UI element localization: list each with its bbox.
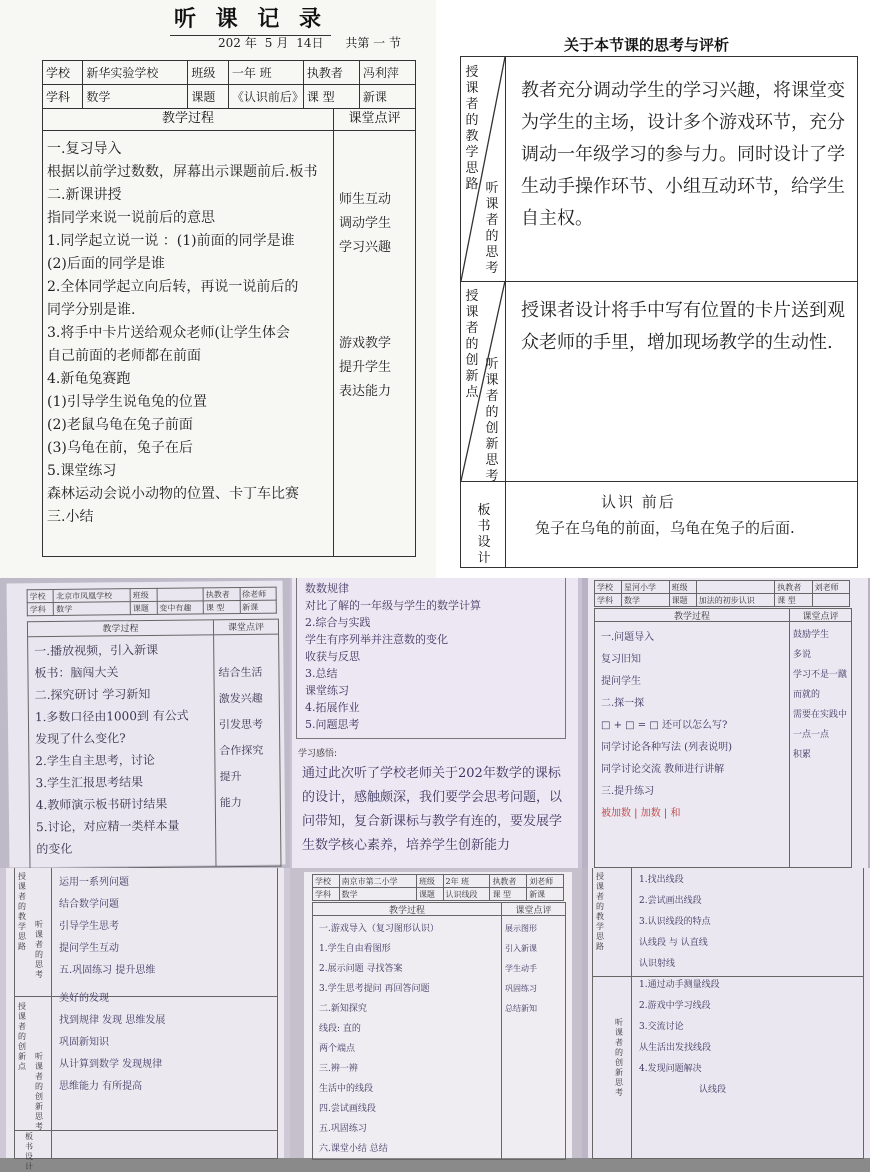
comment-line: 学生动手 [505,964,537,973]
date-day: 14日 [296,36,324,50]
process-line: 提问学生 [601,676,641,687]
topic-value: 加法的初步认识 [696,594,775,607]
teaching-process-box [42,108,416,557]
comment-line: 巩固练习 [505,984,537,993]
process-line: 一.播放视频，引入新课 [34,642,159,659]
comment-line: 调动学生 [339,216,392,231]
date-line [218,34,428,51]
comment-line: 展示图形 [505,924,537,933]
comment-line: 游戏教学 [339,336,392,351]
section-outer-label: 授课者的创新点 [18,1002,26,1071]
study-reflection-text: 通过此次听了学校老师关于202年数学的课标的设计，感触颇深，我们要学会思考问题，以问带知，复合新课标与教学有连的，要发展学生数学核心素养，培养学生创新能力 [302,766,563,853]
reflection-line: 五.巩固练习 提升思维 [59,965,156,976]
school-value: 新华实验学校 [83,61,188,85]
section-inner-label: 听课者的思考 [485,181,499,276]
process-line: 4.教师演示板书研讨结果 [35,796,168,813]
reflection-page [436,0,870,578]
process-header: 教学过程 [313,903,502,915]
topic-value: 认识线段 [443,888,490,901]
reflection-line: 认线段 [699,1085,727,1095]
date-year: 202 [218,36,241,50]
comment-line: 积累 [793,750,812,760]
lesson-count: 共第 一 节 [345,36,401,50]
process-line: 的变化 [36,841,73,857]
listening-record-page [0,0,436,578]
reflection-line: 美好的发现 [59,993,109,1004]
section-text: 教者充分调动学生的学习兴趣，将课堂变为学生的主场，设计多个游戏环节，充分调动一年级学习的参与力。同时设计了学生动手操作环节、小组互动环节，给学生自主权。 [521,80,845,229]
reflection-line: 从生活出发找线段 [639,1043,712,1053]
reflection-line: 引导学生思考 [59,921,119,932]
school-value: 北京市凤凰学校 [53,589,130,603]
subject-value: 数学 [339,888,416,901]
photo-record-5: 学校 南京市第二小学 班级 2年 班 执教者 刘老师 学科 数学 课题 认识线段 课 型 新课 教学过程 课堂点评 一.游戏导入（复习图形认识） 1.学生自由看图形 2.展示问题 寻找答案 3.学生思考提问 再回答问题 二.新知探究 线段: 直的 两个端点 三.辨一辨 生活中的线段 四.尝试画线段 五.巩固练习 六.课堂小结 总结 展示图形 引入新课 学生动手 巩固练习 总结新知 [290,868,582,1158]
grade-value: 2年 班 [443,875,490,888]
reflection-line: 3.交流讨论 [639,1022,684,1032]
subject-value: 数学 [83,85,188,109]
process-line: 4.拓展作业 [305,701,360,714]
comment-header: 课堂点评 [515,906,552,916]
comment-line: 激发兴趣 [218,691,263,706]
process-line: 3.学生思考提问 再回答问题 [319,984,430,994]
process-line: 一.游戏导入（复习图形认识） [319,924,439,934]
process-line: 五.巩固练习 [319,1124,367,1134]
process-lines [47,138,333,529]
comment-line: 表达能力 [339,384,392,399]
process-line: 四.尝试画线段 [319,1104,376,1114]
reflection-line: 运用一系列问题 [59,877,129,888]
reflection-line: 认线段 与 认直线 [639,938,708,948]
reflection-line: 4.发现问题解决 [639,1064,702,1074]
process-line: 3.总结 [305,667,338,680]
type-label: 课 型 [303,85,359,109]
teacher-label: 执教者 [490,875,527,888]
photo-record-3: 学校 星河小学 班级 执教者 刘老师 学科 数学 课题 加法的初步认识 课 型 教学过程 课堂点评 一.问题导入 复习旧知 提问学生 二.探一探 □ + □ = □ 还可以怎么写? 同学讨论各种写法 (列表说明) 同学讨论交流 教师进行讲解 三.提升练习 被加数 | 加数 | 和 鼓励学生 多说 学习不是一蹴 而就的 需要在实践中 一点一点 积累 [582,578,870,868]
process-line: 课堂练习 [305,684,349,697]
process-line: (2)老鼠乌龟在兔子前面 [47,417,193,433]
school-label: 学校 [43,61,83,85]
process-line: 三.提升练习 [601,786,655,797]
process-line: 二.探一探 [601,698,645,709]
section-inner-label: 听课者的思考 [35,920,43,979]
comment-line: 提升学生 [339,360,392,375]
teacher-value: 刘老师 [527,875,564,888]
section-outer-label: 授课者的教学思路 [18,872,26,951]
comment-line: 结合生活 [218,665,263,680]
school-value: 南京市第二小学 [339,875,416,888]
process-header: 教学过程 [28,620,214,636]
date-month: 5 [264,36,273,50]
comment-line: 引入新课 [505,944,537,953]
section-inner-label: 听课者的创新思考 [615,1018,623,1097]
process-line: 1.学生自由看图形 [319,944,391,954]
comment-line: 而就的 [793,690,821,700]
lesson-info-table [42,60,416,109]
comment-line: 需要在实践中 [793,710,848,720]
page-title: 听 课 记 录 [170,2,331,36]
process-line: 同学讨论各种写法 (列表说明) [601,742,732,753]
section-inner-label: 听课者的创新思考 [35,1052,43,1131]
process-line: 指同学来说一说前后的意思 [47,210,215,226]
process-line: 一.复习导入 [47,141,122,157]
school-value: 星河小学 [622,581,670,594]
process-line: (1)引导学生说龟兔的位置 [47,394,207,410]
comment-line: 一点一点 [793,730,830,740]
teacher-label: 执教者 [303,61,359,85]
process-line: 5.讨论，对应精一类样本量 [36,818,180,835]
section-board-design [461,481,857,567]
process-line: 二.探究研讨 学习新知 [34,686,151,703]
section-outer-label: 授课者的创新点 [465,289,479,400]
process-line: 收获与反思 [305,650,360,663]
comment-header: 课堂点评 [802,612,839,622]
process-line: (3)乌龟在前，兔子在后 [47,440,193,456]
process-line: 5.问题思考 [305,718,360,731]
reflection-line: 巩固新知识 [59,1037,109,1048]
reflection-line: 从计算到数学 发现规律 [59,1059,163,1070]
comment-line: 合作探究 [219,743,264,758]
process-line: 根据以前学过数数，屏幕出示课题前后.板书 [47,164,318,180]
process-line: 2.综合与实践 [305,616,371,629]
reflection-line: 2.游戏中学习线段 [639,1001,711,1011]
section-inner-label: 听课者的创新思考 [485,357,499,484]
comment-line: 多说 [793,650,812,660]
process-line: 三.辨一辨 [319,1064,358,1074]
teacher-value: 刘老师 [812,581,849,594]
reflection-line: 找到规律 发现 思维发展 [59,1015,166,1026]
subject-label: 学科 [43,85,83,109]
study-reflection-label: 学习感悟: [298,749,338,759]
reflection-title: 关于本节课的思考与评析 [564,36,730,54]
teacher-label: 执教者 [203,588,240,601]
process-line: 自己前面的老师都在前面 [47,348,201,364]
process-line: 4.新龟兔赛跑 [47,371,131,387]
section-innovation [461,281,857,482]
process-line: 森林运动会说小动物的位置、卡丁车比赛 [47,486,299,502]
comment-line: 鼓励学生 [793,630,830,640]
topic-value: 变中有趣 [157,601,204,614]
reflection-line: 1.通过动手测量线段 [639,980,720,990]
comment-line: 学习兴趣 [339,240,392,255]
process-header: 教学过程 [43,108,334,130]
topic-label: 课题 [188,85,228,109]
reflection-line: 3.认识线段的特点 [639,917,711,927]
comment-line: 引发思考 [218,717,264,732]
section-teaching-idea [461,57,857,282]
date-month-label: 月 [276,36,289,50]
grade-label: 班级 [130,588,157,601]
process-line: 3.学生汇报思考结果 [35,775,144,791]
process-line: 复习旧知 [601,654,641,665]
board-text: 兔子在乌龟的前面，乌龟在兔子的后面. [535,519,795,537]
process-line: 被加数 | 加数 | 和 [601,808,681,819]
comment-line: 师生互动 [339,192,392,207]
section-text: 授课者设计将手中写有位置的卡片送到观众老师的手里，增加现场教学的生动性. [521,300,845,353]
comment-line: 能力 [219,796,242,810]
grade-label: 班级 [188,61,228,85]
reflection-line: 提问学生互动 [59,943,119,954]
teacher-value: 冯利萍 [359,61,415,85]
process-line: □ + □ = □ 还可以怎么写? [601,720,728,731]
photo-record-1: 学校 北京市凤凰学校 班级 执教者 徐老师 学科 数学 课题 变中有趣 课 型 新课 教学过程 课堂点评 一.播放视频，引入新课 板书：脑闯大关 二.探究研讨 学习新知 1.多数口径由1000到 有公式 发现了什么变化? 2.学生自主思考，讨论 3.学生汇报思考结果 4.教师演示板书研讨结果 5.讨论，对应精一类样本量 的变化 结合生活 激发兴趣 引发思考 合作探究 提升 能力 [0,578,290,868]
process-line: 二.新知探究 [319,1004,367,1014]
process-line: 5.课堂练习 [47,463,117,479]
comment-line: 总结新知 [505,1004,537,1013]
process-line: 对比了解的一年级与学生的数学计算 [305,599,481,612]
reflection-line: 2.尝试画出线段 [639,896,702,906]
board-label: 板书设计 [25,1132,33,1171]
photo-record-4 [0,868,290,1171]
subject-value: 数学 [622,594,670,607]
process-line: 板书：脑闯大关 [34,665,119,681]
date-year-label: 年 [244,36,257,50]
process-line: 二.新课讲授 [47,187,122,203]
process-line: 三.小结 [47,509,94,525]
process-line: 学生有序列举并注意数的变化 [305,633,448,646]
subject-value: 数学 [54,602,131,616]
process-line: 同学讨论交流 教师进行讲解 [601,764,725,775]
comment-lines [339,188,413,404]
reflection-table [460,56,858,568]
photo-record-6 [582,868,870,1158]
process-line: 两个端点 [319,1044,356,1054]
process-line: 数数规律 [305,582,349,595]
teacher-value: 徐老师 [240,587,277,600]
process-line: 1.同学起立说一说 ：(1)前面的同学是谁 [47,233,295,249]
process-line: 发现了什么变化? [35,731,126,747]
board-label: 板书设计 [477,503,491,566]
board-title: 认识 前后 [601,493,676,511]
process-line: 2.全体同学起立向后转，再说一说前后的 [47,279,299,295]
reflection-line: 1.找出线段 [639,875,684,885]
topic-value: 《认识前后》 [228,85,303,109]
photo-record-2 [290,578,582,868]
comment-line: 学习不是一蹴 [793,670,848,680]
process-line: 一.问题导入 [601,632,655,643]
process-line: 2.学生自主思考，讨论 [35,752,155,769]
process-line: 线段: 直的 [319,1024,361,1034]
section-outer-label: 授课者的教学思路 [596,872,604,951]
comment-line: 提升 [219,770,242,784]
process-line: 六.课堂小结 总结 [319,1144,388,1154]
reflection-line: 认识射线 [639,959,676,969]
process-line: 3.将手中卡片送给观众老师(让学生体会 [47,325,290,341]
process-line: (2)后面的同学是谁 [47,256,165,272]
grade-value: 一年 班 [228,61,303,85]
comment-line [339,260,413,332]
comment-header: 课堂点评 [348,111,401,126]
section-outer-label: 授课者的教学思路 [465,65,479,192]
process-header: 教学过程 [595,609,790,621]
type-value: 新课 [359,85,415,109]
process-line: 同学分别是谁. [47,302,136,318]
process-line: 生活中的线段 [319,1084,374,1094]
process-line: 1.多数口径由1000到 有公式 [34,708,189,725]
reflection-line: 结合数学问题 [59,899,119,910]
comment-header: 课堂点评 [227,622,265,634]
reflection-line: 思维能力 有所提高 [59,1081,143,1092]
process-line: 2.展示问题 寻找答案 [319,964,403,974]
